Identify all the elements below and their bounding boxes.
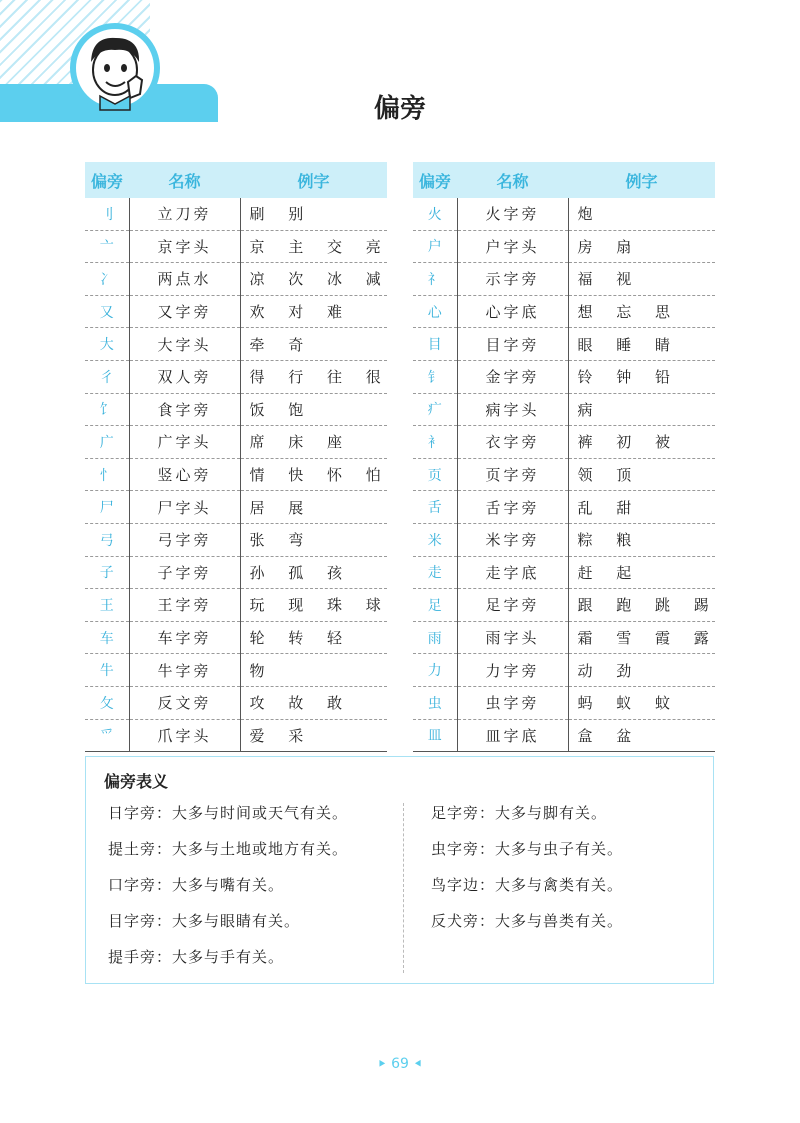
header-name: 名称 (129, 162, 240, 198)
example-chars-cell: 赶 起 (568, 556, 715, 589)
radical-name-cell: 爪字头 (129, 719, 240, 752)
radical-name-cell: 雨字头 (457, 621, 568, 654)
radical-name-cell: 火字旁 (457, 198, 568, 230)
meaning-line: 鸟字边：大多与禽类有关。 (431, 876, 624, 894)
table-row (413, 621, 715, 654)
radical-cell: 舌 (413, 491, 457, 524)
radical-cell: 尸 (85, 491, 129, 524)
example-chars-cell: 欢 对 难 (240, 295, 387, 328)
radical-cell: 礻 (413, 263, 457, 296)
meaning-line: 目字旁：大多与眼睛有关。 (108, 912, 301, 930)
example-chars-cell: 饭 饱 (240, 393, 387, 426)
radical-name-cell: 立刀旁 (129, 198, 240, 230)
radical-cell: 大 (85, 328, 129, 361)
table-row (413, 589, 715, 622)
radical-cell: 忄 (85, 458, 129, 491)
radical-cell: 目 (413, 328, 457, 361)
meaning-line: 日字旁：大多与时间或天气有关。 (108, 804, 349, 822)
table-row (85, 621, 387, 654)
radical-name-cell: 虫字旁 (457, 686, 568, 719)
example-chars-cell: 爱 采 (240, 719, 387, 752)
table-row (413, 328, 715, 361)
example-chars-cell: 粽 粮 (568, 523, 715, 556)
radical-cell: 衤 (413, 426, 457, 459)
header-examples: 例字 (568, 162, 715, 198)
table-row (85, 523, 387, 556)
table-row (413, 654, 715, 687)
meaning-divider (403, 803, 404, 973)
radical-name-cell: 目字旁 (457, 328, 568, 361)
table-header-row (85, 162, 387, 198)
meaning-line: 足字旁：大多与脚有关。 (431, 804, 608, 822)
table-row (413, 556, 715, 589)
radical-cell: 弓 (85, 523, 129, 556)
radical-cell: 攵 (85, 686, 129, 719)
example-chars-cell: 盒 盆 (568, 719, 715, 752)
radical-cell: 页 (413, 458, 457, 491)
example-chars-cell: 物 (240, 654, 387, 687)
radical-cell: 钅 (413, 360, 457, 393)
table-row (413, 458, 715, 491)
example-chars-cell: 席 床 座 (240, 426, 387, 459)
table-row (85, 491, 387, 524)
radical-cell: 亠 (85, 230, 129, 263)
table-row (85, 686, 387, 719)
radical-cell: 心 (413, 295, 457, 328)
radical-name-cell: 车字旁 (129, 621, 240, 654)
radical-table-right (413, 162, 715, 752)
radical-name-cell: 舌字旁 (457, 491, 568, 524)
meaning-line: 虫字旁：大多与虫子有关。 (431, 840, 624, 858)
table-row (413, 263, 715, 296)
radical-name-cell: 示字旁 (457, 263, 568, 296)
radical-name-cell: 走字底 (457, 556, 568, 589)
radical-name-cell: 广字头 (129, 426, 240, 459)
radical-name-cell: 弓字旁 (129, 523, 240, 556)
radical-cell: 车 (85, 621, 129, 654)
example-chars-cell: 玩 现 珠 球 (240, 589, 387, 622)
example-chars-cell: 居 展 (240, 491, 387, 524)
table-row (85, 230, 387, 263)
example-chars-cell: 霜 雪 霞 露 (568, 621, 715, 654)
table-row (85, 263, 387, 296)
table-row (85, 328, 387, 361)
example-chars-cell: 京 主 交 亮 (240, 230, 387, 263)
radical-cell: 饣 (85, 393, 129, 426)
table-row (85, 295, 387, 328)
example-chars-cell: 孙 孤 孩 (240, 556, 387, 589)
radical-cell: 火 (413, 198, 457, 230)
example-chars-cell: 乱 甜 (568, 491, 715, 524)
table-header-row (413, 162, 715, 198)
radical-name-cell: 力字旁 (457, 654, 568, 687)
radical-name-cell: 病字头 (457, 393, 568, 426)
radical-cell: 爫 (85, 719, 129, 752)
table-row (413, 198, 715, 230)
example-chars-cell: 病 (568, 393, 715, 426)
radical-cell: 冫 (85, 263, 129, 296)
page-arrow-right-icon: ⯇ (413, 1057, 423, 1071)
radical-cell: 又 (85, 295, 129, 328)
radical-cell: 刂 (85, 198, 129, 230)
radical-cell: 皿 (413, 719, 457, 752)
meaning-line: 提手旁：大多与手有关。 (108, 948, 285, 966)
table-row (85, 458, 387, 491)
table-row (85, 719, 387, 752)
radical-name-cell: 衣字旁 (457, 426, 568, 459)
radical-cell: 广 (85, 426, 129, 459)
table-row (413, 686, 715, 719)
radical-name-cell: 食字旁 (129, 393, 240, 426)
radical-name-cell: 米字旁 (457, 523, 568, 556)
example-chars-cell: 蚂 蚁 蚊 (568, 686, 715, 719)
radical-cell: 走 (413, 556, 457, 589)
example-chars-cell: 情 快 怀 怕 (240, 458, 387, 491)
example-chars-cell: 牵 奇 (240, 328, 387, 361)
example-chars-cell: 凉 次 冰 减 (240, 263, 387, 296)
radical-cell: 虫 (413, 686, 457, 719)
example-chars-cell: 眼 睡 睛 (568, 328, 715, 361)
radical-name-cell: 又字旁 (129, 295, 240, 328)
page-number-text: 69 (391, 1056, 409, 1072)
meaning-line: 提土旁：大多与土地或地方有关。 (108, 840, 349, 858)
radical-name-cell: 竖心旁 (129, 458, 240, 491)
radical-cell: 米 (413, 523, 457, 556)
meaning-column-left (108, 795, 348, 975)
header-name: 名称 (457, 162, 568, 198)
table-row (413, 295, 715, 328)
table-row (85, 589, 387, 622)
example-chars-cell: 裤 初 被 (568, 426, 715, 459)
radical-name-cell: 金字旁 (457, 360, 568, 393)
radical-cell: 王 (85, 589, 129, 622)
table-row (413, 360, 715, 393)
radical-name-cell: 页字旁 (457, 458, 568, 491)
example-chars-cell: 领 顶 (568, 458, 715, 491)
table-row (85, 360, 387, 393)
header-radical: 偏旁 (85, 162, 129, 198)
radical-cell: 足 (413, 589, 457, 622)
table-row (413, 491, 715, 524)
example-chars-cell: 刷 别 (240, 198, 387, 230)
page-number (0, 1056, 800, 1072)
radical-name-cell: 子字旁 (129, 556, 240, 589)
example-chars-cell: 炮 (568, 198, 715, 230)
page-arrow-left-icon: ⯈ (377, 1057, 387, 1071)
table-row (413, 393, 715, 426)
radical-name-cell: 户字头 (457, 230, 568, 263)
table-row (85, 393, 387, 426)
example-chars-cell: 福 视 (568, 263, 715, 296)
radical-name-cell: 牛字旁 (129, 654, 240, 687)
radical-name-cell: 尸字头 (129, 491, 240, 524)
table-row (85, 654, 387, 687)
table-row (85, 198, 387, 230)
radical-name-cell: 皿字底 (457, 719, 568, 752)
header-radical: 偏旁 (413, 162, 457, 198)
table-row (85, 556, 387, 589)
radical-name-cell: 京字头 (129, 230, 240, 263)
meaning-title: 偏旁表义 (104, 772, 169, 791)
radical-cell: 子 (85, 556, 129, 589)
example-chars-cell: 攻 故 敢 (240, 686, 387, 719)
radical-cell: 彳 (85, 360, 129, 393)
radical-name-cell: 反文旁 (129, 686, 240, 719)
meaning-column-right (431, 795, 623, 939)
meaning-line: 反犬旁：大多与兽类有关。 (431, 912, 624, 930)
example-chars-cell: 轮 转 轻 (240, 621, 387, 654)
radical-cell: 牛 (85, 654, 129, 687)
radical-name-cell: 足字旁 (457, 589, 568, 622)
radical-name-cell: 双人旁 (129, 360, 240, 393)
example-chars-cell: 跟 跑 跳 踢 (568, 589, 715, 622)
table-row (413, 719, 715, 752)
table-row (413, 523, 715, 556)
header-examples: 例字 (240, 162, 387, 198)
radical-cell: 户 (413, 230, 457, 263)
example-chars-cell: 张 弯 (240, 523, 387, 556)
meaning-line: 口字旁：大多与嘴有关。 (108, 876, 285, 894)
radical-name-cell: 王字旁 (129, 589, 240, 622)
table-row (413, 426, 715, 459)
table-row (413, 230, 715, 263)
example-chars-cell: 想 忘 思 (568, 295, 715, 328)
radical-cell: 雨 (413, 621, 457, 654)
radical-name-cell: 大字头 (129, 328, 240, 361)
radical-cell: 力 (413, 654, 457, 687)
table-row (85, 426, 387, 459)
example-chars-cell: 动 劲 (568, 654, 715, 687)
page-title: 偏旁 (373, 94, 426, 124)
radical-cell: 疒 (413, 393, 457, 426)
example-chars-cell: 房 扇 (568, 230, 715, 263)
example-chars-cell: 得 行 往 很 (240, 360, 387, 393)
example-chars-cell: 铃 钟 铅 (568, 360, 715, 393)
radical-name-cell: 两点水 (129, 263, 240, 296)
radical-name-cell: 心字底 (457, 295, 568, 328)
radical-table-left (85, 162, 387, 752)
radical-meaning-box (85, 756, 714, 984)
